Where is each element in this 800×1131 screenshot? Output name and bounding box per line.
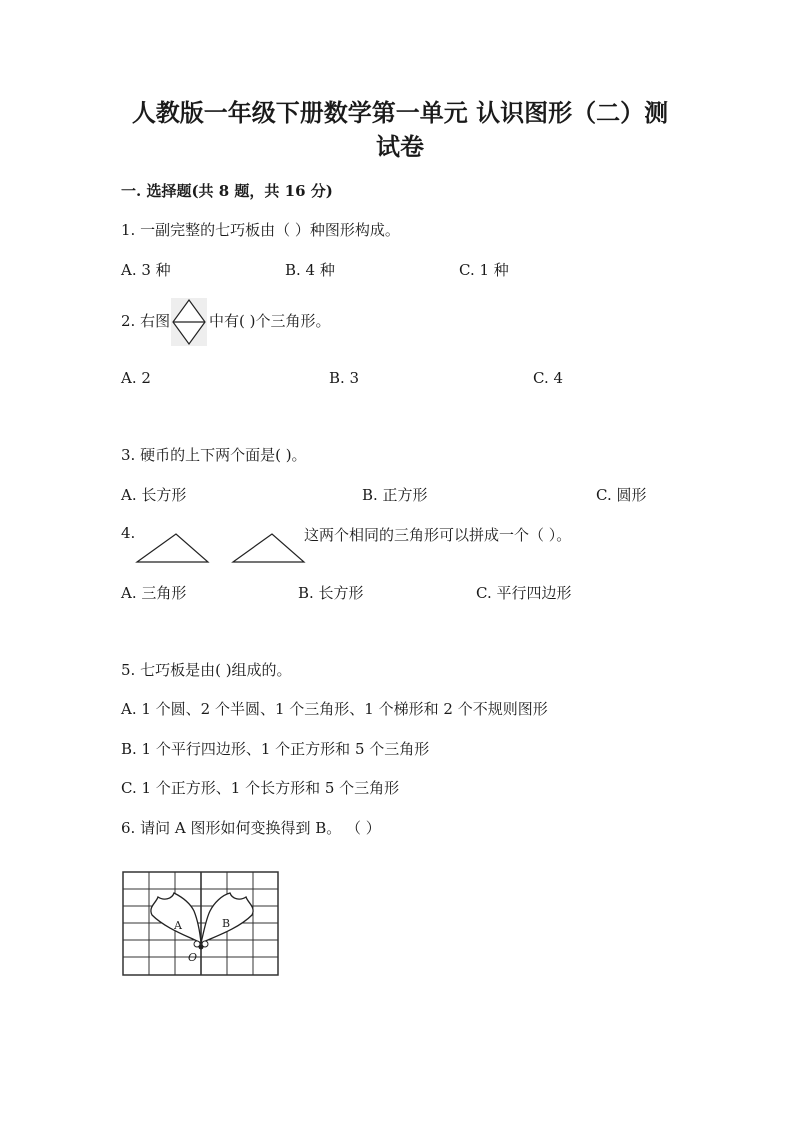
label-a: A [174,919,182,932]
q5-option-a: A. 1 个圆、2 个半圆、1 个三角形、1 个梯形和 2 个不规则图形 [121,700,548,718]
q4-option-c: C. 平行四边形 [476,584,572,602]
question-6: 6. 请问 A 图形如何变换得到 B。 （ ） [121,819,381,837]
q4-option-a: A. 三角形 [121,584,187,602]
rhombus-figure [171,298,207,346]
q1-option-c: C. 1 种 [459,261,509,279]
q1-option-b: B. 4 种 [285,261,335,279]
label-b: B [222,917,231,930]
page-title-line2: 试卷 [376,132,424,161]
grid-transform-figure [122,871,280,977]
q2-option-a: A. 2 [121,369,151,387]
question-4-text: 这两个相同的三角形可以拼成一个（ ）。 [304,526,572,544]
q1-option-a: A. 3 种 [121,261,171,279]
question-4-number: 4. [121,524,136,542]
section-heading: 一. 选择题(共 8 题，共 16 分) [121,182,333,200]
question-2-prefix: 2. 右图 [121,312,171,330]
label-origin: O [188,951,198,964]
q3-option-c: C. 圆形 [596,486,647,504]
q4-option-b: B. 长方形 [298,584,364,602]
question-5: 5. 七巧板是由( )组成的。 [121,661,292,679]
q2-option-c: C. 4 [533,369,564,387]
question-3: 3. 硬币的上下两个面是( )。 [121,446,307,464]
q5-option-b: B. 1 个平行四边形、1 个正方形和 5 个三角形 [121,740,430,758]
q3-option-a: A. 长方形 [121,486,187,504]
triangle-figure-2 [232,532,306,564]
triangle-figure-1 [136,532,210,564]
question-1: 1. 一副完整的七巧板由（ ）种图形构成。 [121,221,400,239]
page-title-line1: 人教版一年级下册数学第一单元 认识图形（二）测 [131,98,669,127]
q2-option-b: B. 3 [329,369,360,387]
q5-option-c: C. 1 个正方形、1 个长方形和 5 个三角形 [121,779,400,797]
q3-option-b: B. 正方形 [362,486,428,504]
question-2-suffix: 中有( )个三角形。 [209,312,331,330]
